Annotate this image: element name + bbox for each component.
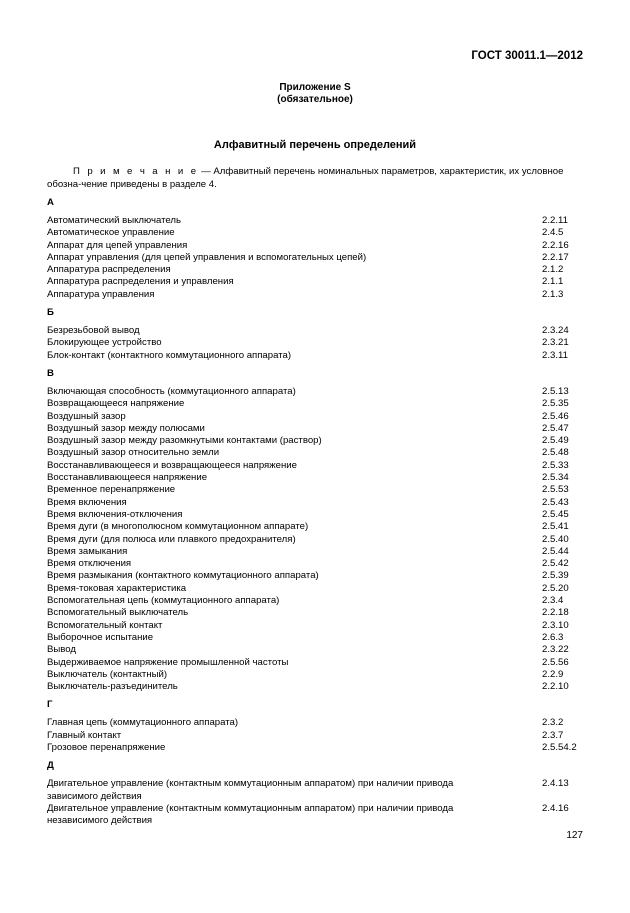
letter-section [47, 758, 587, 827]
index-entry [47, 717, 587, 729]
annex-heading [0, 82, 630, 106]
index-entry [47, 350, 587, 362]
entry-ref: 2.2.16 [542, 239, 569, 251]
index-entry [47, 509, 587, 521]
entry-ref: 2.3.11 [542, 349, 568, 361]
index-entry [47, 570, 587, 582]
entry-term: Выдерживаемое напряжение промышленной частоты [47, 656, 289, 668]
entry-term: Возвращающееся напряжение [47, 398, 185, 410]
index-entry [47, 595, 587, 607]
entry-ref: 2.5.20 [542, 582, 569, 594]
index-entry [47, 215, 587, 227]
letter-section [47, 366, 587, 693]
index-entry [47, 398, 587, 410]
note-text: — Алфавитный перечень номинальных параметров, характеристик, их условное обозна-чение приведены в разделе 4. [47, 166, 564, 190]
index-entry [47, 497, 587, 509]
entry-term: Вывод [47, 644, 77, 656]
entry-term: Время дуги (в многополюсном коммутационном аппарате) [47, 521, 309, 533]
section-letter: Г [47, 699, 53, 711]
entry-ref: 2.5.35 [542, 398, 569, 410]
entry-ref: 2.3.4 [542, 595, 564, 607]
entry-term: Вспомогательная цепь (коммутационного аппарата) [47, 595, 280, 607]
entry-ref: 2.5.54.2 [542, 741, 577, 753]
index-entry [47, 337, 587, 349]
entry-ref: 2.3.10 [542, 619, 569, 631]
index-entry [47, 252, 587, 264]
index-entry [47, 325, 587, 337]
entry-term: Вспомогательный контакт [47, 619, 163, 631]
index-entry [47, 460, 587, 472]
index-entry [47, 546, 587, 558]
entry-ref: 2.2.18 [542, 607, 569, 619]
annex-title: Приложение S [279, 82, 351, 93]
index-entry [47, 435, 587, 447]
entry-ref: 2.5.34 [542, 472, 569, 484]
index-entry [47, 276, 587, 288]
index-entry [47, 227, 587, 239]
entry-ref: 2.5.56 [542, 656, 569, 668]
section-letter: А [47, 197, 54, 208]
entry-term: Блок-контакт (контактного коммутационного аппарата) [47, 349, 292, 361]
entry-ref: 2.5.41 [542, 521, 569, 533]
entry-ref: 2.3.7 [542, 729, 564, 741]
entry-term: Время замыкания [47, 545, 128, 557]
entry-ref: 2.3.22 [542, 644, 569, 656]
index-entry [47, 803, 587, 828]
entry-ref: 2.2.11 [542, 215, 568, 226]
entry-term: Восстанавливающееся напряжение [47, 472, 208, 484]
entry-ref: 2.5.13 [542, 385, 569, 397]
index-entry [47, 472, 587, 484]
entry-ref: 2.5.44 [542, 545, 569, 557]
entry-term: Выключатель-разъединитель [47, 681, 178, 693]
entry-ref: 2.5.47 [542, 422, 569, 434]
letter-section [47, 305, 587, 362]
index-entry [47, 778, 587, 803]
entry-term: Вспомогательный выключатель [47, 607, 189, 619]
entry-ref: 2.5.39 [542, 570, 569, 582]
entry-term: Аппаратура распределения и управления [47, 276, 234, 288]
entry-term: Двигательное управление (контактным коммутационным аппаратом) при наличии привода независимого действия [47, 802, 454, 827]
index-entry [47, 632, 587, 644]
index-entry [47, 558, 587, 570]
entry-term: Аппарат для цепей управления [47, 239, 188, 251]
index-entry [47, 386, 587, 398]
index-entry [47, 657, 587, 669]
entry-term: Главная цепь (коммутационного аппарата) [47, 717, 239, 729]
index-entry [47, 411, 587, 423]
entry-term: Временное перенапряжение [47, 484, 176, 496]
index-entry [47, 447, 587, 459]
index-entry [47, 423, 587, 435]
entry-term: Аппаратура распределения [47, 264, 171, 276]
entry-ref: 2.6.3 [542, 631, 564, 643]
definitions-index [47, 195, 587, 827]
index-entry [47, 289, 587, 301]
entry-term: Время включения [47, 496, 127, 508]
entry-ref: 2.2.17 [542, 251, 569, 263]
entry-ref: 2.2.10 [542, 681, 569, 693]
index-entry [47, 730, 587, 742]
entry-ref: 2.5.42 [542, 558, 569, 570]
entry-term: Время отключения [47, 558, 132, 570]
index-entry [47, 607, 587, 619]
entry-term: Включающая способность (коммутационного аппарата) [47, 385, 296, 397]
entry-term: Время-токовая характеристика [47, 582, 187, 594]
entry-ref: 2.3.2 [542, 717, 564, 729]
section-letter: В [47, 367, 54, 379]
index-entry [47, 240, 587, 252]
entry-term: Время размыкания (контактного коммутационного аппарата) [47, 570, 319, 582]
entry-term: Двигательное управление (контактным коммутационным аппаратом) при наличии привода зависимого действия [47, 778, 454, 802]
entry-term: Главный контакт [47, 729, 122, 741]
entry-term: Время дуги (для полюса или плавкого предохранителя) [47, 533, 296, 545]
letter-section [47, 195, 587, 301]
entry-ref: 2.5.45 [542, 508, 569, 520]
index-entry [47, 742, 587, 754]
index-entry [47, 534, 587, 546]
note-label: П р и м е ч а н и е [73, 166, 199, 177]
entry-ref: 2.5.48 [542, 447, 569, 459]
note-paragraph [47, 166, 587, 191]
index-entry [47, 620, 587, 632]
entry-term: Выборочное испытание [47, 631, 154, 643]
entry-ref: 2.4.13 [542, 778, 569, 790]
index-entry [47, 669, 587, 681]
annex-status: (обязательное) [277, 94, 353, 105]
entry-ref: 2.5.46 [542, 410, 569, 422]
entry-ref: 2.4.5 [542, 227, 564, 239]
entry-term: Автоматическое управление [47, 227, 175, 239]
entry-term: Время включения-отключения [47, 508, 183, 520]
entry-ref: 2.5.43 [542, 496, 569, 508]
entry-term: Выключатель (контактный) [47, 668, 168, 680]
index-entry [47, 583, 587, 595]
letter-section [47, 697, 587, 754]
entry-term: Безрезьбовой вывод [47, 325, 140, 337]
entry-term: Грозовое перенапряжение [47, 741, 166, 753]
index-entry [47, 644, 587, 656]
entry-ref: 2.1.1 [542, 276, 564, 288]
entry-term: Аппарат управления (для цепей управления и вспомогательных цепей) [47, 251, 367, 263]
entry-ref: 2.5.53 [542, 484, 569, 496]
index-entry [47, 521, 587, 533]
entry-ref: 2.1.3 [542, 288, 564, 300]
section-letter: Б [47, 307, 54, 319]
entry-term: Восстанавливающееся и возвращающееся напряжение [47, 459, 297, 471]
entry-ref: 2.2.9 [542, 668, 564, 680]
entry-ref: 2.5.33 [542, 459, 569, 471]
entry-term: Воздушный зазор относительно земли [47, 447, 220, 459]
entry-ref: 2.4.16 [542, 802, 569, 814]
index-entry [47, 264, 587, 276]
entry-term: Блокирующее устройство [47, 337, 162, 349]
entry-ref: 2.3.21 [542, 337, 569, 349]
page-number: 127 [566, 830, 583, 841]
entry-ref: 2.5.40 [542, 533, 569, 545]
section-letter: Д [47, 760, 54, 772]
entry-term: Аппаратура управления [47, 288, 155, 300]
entry-term: Воздушный зазор между полюсами [47, 422, 205, 434]
standard-number: ГОСТ 30011.1—2012 [471, 50, 583, 62]
entry-ref: 2.5.49 [542, 435, 569, 447]
entry-term: Автоматический выключатель [47, 215, 181, 226]
index-entry [47, 484, 587, 496]
entry-ref: 2.3.24 [542, 325, 569, 337]
entry-term: Воздушный зазор [47, 410, 126, 422]
entry-term: Воздушный зазор между разомкнутыми контактами (раствор) [47, 435, 322, 447]
entry-ref: 2.1.2 [542, 264, 564, 276]
index-entry [47, 681, 587, 693]
section-title: Алфавитный перечень определений [213, 139, 417, 151]
